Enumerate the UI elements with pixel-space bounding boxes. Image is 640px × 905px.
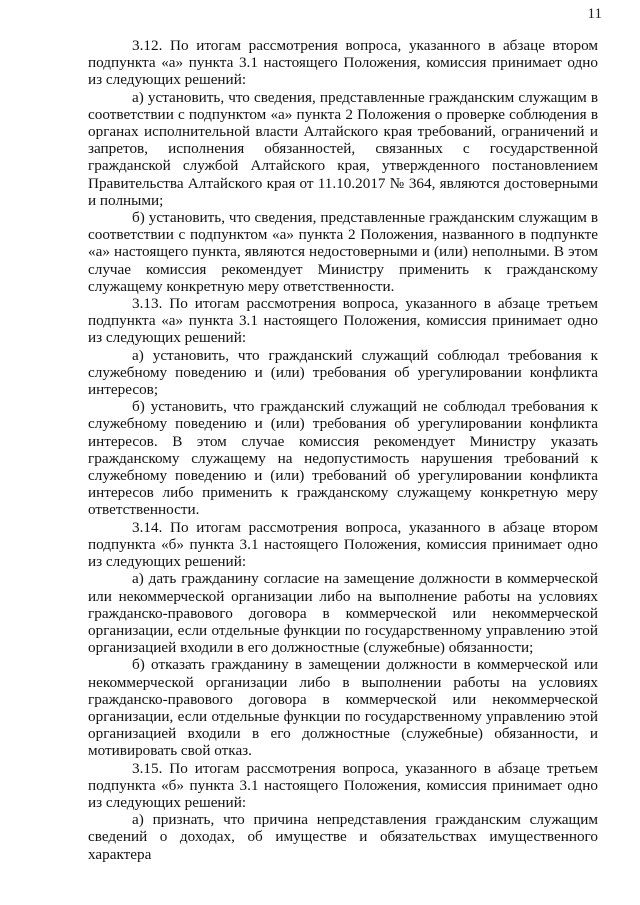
paragraph-3-14-b: б) отказать гражданину в замещении должности в коммерческой или некоммерческой организации либо в выполнении работы на условиях гражданско-правового договора в коммерческой или некоммерческой организации, если отдельные функции по государственному управлению этой организацией входили в его должностные (служебные) обязанности, и мотивировать свой отказ.: [88, 656, 598, 760]
paragraph-3-12: 3.12. По итогам рассмотрения вопроса, указанного в абзаце втором подпункта «а» пункта 3.1 настоящего Положения, комиссия принимает одно из следующих решений:: [88, 37, 598, 89]
paragraph-3-12-a: а) установить, что сведения, представленные гражданским служащим в соответствии с подпунктом «а» пункта 2 Положения о проверке соблюдения в органах исполнительной власти Алтайского края требований, ограничений и запретов, исполнения обязанностей, связанных с государственной гражданской службой Алтайского края, утвержденного постановлением Правительства Алтайского края от 11.10.2017 № 364, являются достоверными и полными;: [88, 88, 598, 209]
paragraph-3-13: 3.13. По итогам рассмотрения вопроса, указанного в абзаце третьем подпункта «а» пункта 3.1 настоящего Положения, комиссия принимает одно из следующих решений:: [88, 295, 598, 347]
page-number: 11: [587, 6, 602, 22]
paragraph-3-14-a: а) дать гражданину согласие на замещение должности в коммерческой или некоммерческой организации либо на выполнение работы на условиях гражданско-правового договора в коммерческой или некоммерческой организации, если отдельные функции по государственному управлению этой организацией входили в его должностные (служебные) обязанности;: [88, 570, 598, 657]
paragraph-3-14: 3.14. По итогам рассмотрения вопроса, указанного в абзаце втором подпункта «б» пункта 3.1 настоящего Положения, комиссия принимает одно из следующих решений:: [88, 518, 598, 571]
paragraph-3-13-a: а) установить, что гражданский служащий соблюдал требования к служебному поведению и (или) требования об урегулировании конфликта интересов;: [88, 346, 598, 399]
document-body: [88, 37, 598, 863]
paragraph-3-15: 3.15. По итогам рассмотрения вопроса, указанного в абзаце третьем подпункта «б» пункта 3.1 настоящего Положения, комиссия принимает одно из следующих решений:: [88, 759, 598, 811]
paragraph-3-13-b: б) установить, что гражданский служащий не соблюдал требования к служебному поведению и (или) требования об урегулировании конфликта интересов. В этом случае комиссия рекомендует Министру указать гражданскому служащему на недопустимость нарушения требований к служебному поведению и (или) требований об урегулировании конфликта интересов либо применить к гражданскому служащему конкретную меру ответственности.: [88, 398, 598, 519]
paragraph-3-12-b: б) установить, что сведения, представленные гражданским служащим в соответствии с подпунктом «а» пункта 2 Положения, названного в подпункте «а» настоящего пункта, являются недостоверными и (или) неполными. В этом случае комиссия рекомендует Министру применить к гражданскому служащему конкретную меру ответственности.: [88, 209, 598, 295]
paragraph-3-15-a: а) признать, что причина непредставления гражданским служащим сведений о доходах, об имуществе и обязательствах имущественного характера: [88, 811, 598, 863]
